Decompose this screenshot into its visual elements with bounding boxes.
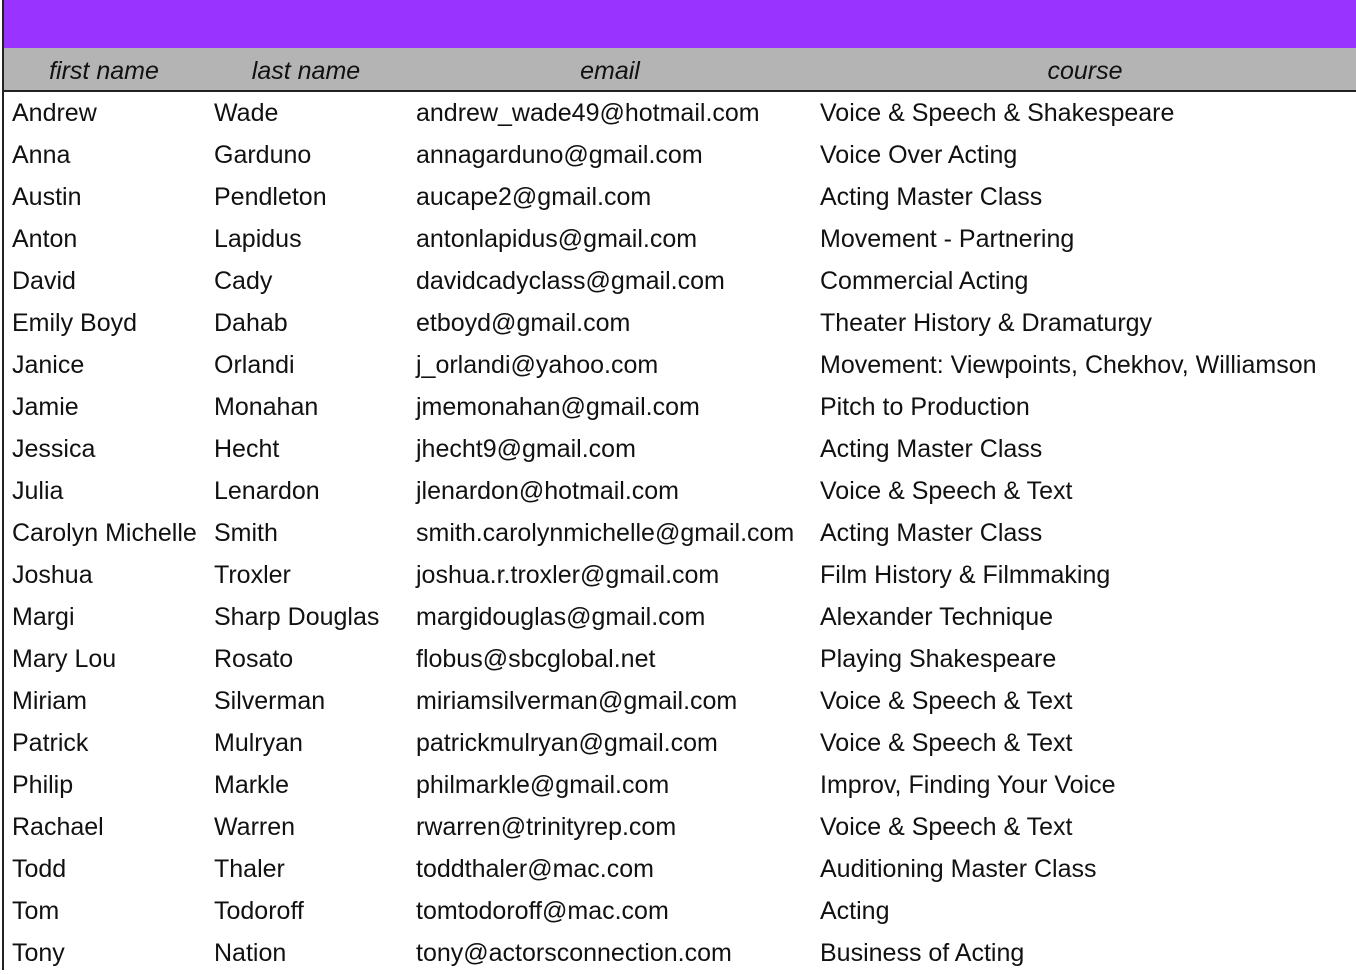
column-header-email[interactable]: email	[580, 57, 640, 85]
table-row[interactable]	[4, 260, 1356, 302]
cell-course[interactable]: Movement - Partnering	[820, 225, 1075, 253]
cell-email[interactable]: margidouglas@gmail.com	[416, 603, 706, 631]
table-row[interactable]	[4, 428, 1356, 470]
cell-course[interactable]: Voice & Speech & Text	[820, 813, 1073, 841]
table-row[interactable]	[4, 638, 1356, 680]
cell-last-name[interactable]: Todoroff	[214, 897, 304, 925]
cell-email[interactable]: tomtodoroff@mac.com	[416, 897, 669, 925]
table-row[interactable]	[4, 470, 1356, 512]
cell-email[interactable]: antonlapidus@gmail.com	[416, 225, 698, 253]
cell-last-name[interactable]: Dahab	[214, 309, 288, 337]
cell-first-name[interactable]: Tom	[12, 897, 60, 925]
cell-course[interactable]: Voice & Speech & Shakespeare	[820, 99, 1175, 127]
cell-last-name[interactable]: Hecht	[214, 435, 280, 463]
cell-email[interactable]: aucape2@gmail.com	[416, 183, 652, 211]
cell-last-name[interactable]: Wade	[214, 99, 279, 127]
cell-last-name[interactable]: Sharp Douglas	[214, 603, 380, 631]
cell-first-name[interactable]: Miriam	[12, 687, 87, 715]
cell-last-name[interactable]: Cady	[214, 267, 273, 295]
table-row[interactable]	[4, 932, 1356, 974]
cell-last-name[interactable]: Garduno	[214, 141, 312, 169]
cell-first-name[interactable]: Julia	[12, 477, 64, 505]
cell-email[interactable]: etboyd@gmail.com	[416, 309, 631, 337]
cell-course[interactable]: Voice & Speech & Text	[820, 687, 1073, 715]
cell-course[interactable]: Voice & Speech & Text	[820, 477, 1073, 505]
cell-course[interactable]: Movement: Viewpoints, Chekhov, Williamson	[820, 351, 1317, 379]
cell-last-name[interactable]: Nation	[214, 939, 287, 967]
table-row[interactable]	[4, 218, 1356, 260]
cell-course[interactable]: Business of Acting	[820, 939, 1025, 967]
cell-first-name[interactable]: Margi	[12, 603, 75, 631]
column-header-first-name[interactable]: first name	[49, 57, 159, 85]
cell-first-name[interactable]: Tony	[12, 939, 65, 967]
title-banner	[4, 0, 1356, 48]
column-header-last-name[interactable]: last name	[251, 57, 361, 85]
cell-first-name[interactable]: Anna	[12, 141, 71, 169]
cell-last-name[interactable]: Markle	[214, 771, 290, 799]
cell-email[interactable]: miriamsilverman@gmail.com	[416, 687, 738, 715]
cell-course[interactable]: Alexander Technique	[820, 603, 1054, 631]
cell-first-name[interactable]: Andrew	[12, 99, 97, 127]
table-body	[4, 92, 1356, 974]
cell-email[interactable]: flobus@sbcglobal.net	[416, 645, 656, 673]
table-row[interactable]	[4, 344, 1356, 386]
cell-first-name[interactable]: Jamie	[12, 393, 79, 421]
column-header-course[interactable]: course	[1047, 57, 1123, 85]
cell-first-name[interactable]: Patrick	[12, 729, 89, 757]
cell-email[interactable]: andrew_wade49@hotmail.com	[416, 99, 760, 127]
cell-first-name[interactable]: Austin	[12, 183, 82, 211]
cell-email[interactable]: rwarren@trinityrep.com	[416, 813, 677, 841]
cell-last-name[interactable]: Orlandi	[214, 351, 295, 379]
cell-email[interactable]: joshua.r.troxler@gmail.com	[416, 561, 720, 589]
table-row[interactable]	[4, 890, 1356, 932]
table-row[interactable]	[4, 176, 1356, 218]
table-row[interactable]	[4, 512, 1356, 554]
cell-course[interactable]: Acting Master Class	[820, 183, 1043, 211]
spreadsheet-frame	[2, 0, 1356, 970]
cell-email[interactable]: j_orlandi@yahoo.com	[416, 351, 659, 379]
cell-course[interactable]: Voice & Speech & Text	[820, 729, 1073, 757]
cell-last-name[interactable]: Monahan	[214, 393, 319, 421]
table-row[interactable]	[4, 386, 1356, 428]
table-row[interactable]	[4, 134, 1356, 176]
table-row[interactable]	[4, 680, 1356, 722]
cell-first-name[interactable]: Philip	[12, 771, 74, 799]
cell-email[interactable]: davidcadyclass@gmail.com	[416, 267, 725, 295]
cell-first-name[interactable]: Mary Lou	[12, 645, 117, 673]
cell-first-name[interactable]: Janice	[12, 351, 85, 379]
cell-course[interactable]: Commercial Acting	[820, 267, 1029, 295]
cell-last-name[interactable]: Rosato	[214, 645, 294, 673]
cell-first-name[interactable]: Jessica	[12, 435, 96, 463]
cell-email[interactable]: smith.carolynmichelle@gmail.com	[416, 519, 795, 547]
cell-course[interactable]: Theater History & Dramaturgy	[820, 309, 1153, 337]
table-row[interactable]	[4, 722, 1356, 764]
cell-first-name[interactable]: Emily Boyd	[12, 309, 138, 337]
cell-last-name[interactable]: Troxler	[214, 561, 291, 589]
cell-course[interactable]: Acting	[820, 897, 890, 925]
cell-last-name[interactable]: Lenardon	[214, 477, 320, 505]
cell-last-name[interactable]: Thaler	[214, 855, 285, 883]
cell-email[interactable]: jmemonahan@gmail.com	[416, 393, 700, 421]
cell-email[interactable]: jlenardon@hotmail.com	[416, 477, 680, 505]
cell-first-name[interactable]: Anton	[12, 225, 78, 253]
cell-last-name[interactable]: Smith	[214, 519, 278, 547]
cell-last-name[interactable]: Lapidus	[214, 225, 302, 253]
table-header	[4, 48, 1356, 92]
cell-course[interactable]: Pitch to Production	[820, 393, 1030, 421]
cell-course[interactable]: Acting Master Class	[820, 435, 1043, 463]
table-row[interactable]	[4, 92, 1356, 134]
cell-email[interactable]: tony@actorsconnection.com	[416, 939, 732, 967]
table-row[interactable]	[4, 764, 1356, 806]
cell-last-name[interactable]: Warren	[214, 813, 296, 841]
cell-course[interactable]: Playing Shakespeare	[820, 645, 1057, 673]
cell-course[interactable]: Auditioning Master Class	[820, 855, 1097, 883]
table-row[interactable]	[4, 848, 1356, 890]
table-row[interactable]	[4, 554, 1356, 596]
cell-last-name[interactable]: Pendleton	[214, 183, 327, 211]
cell-email[interactable]: toddthaler@mac.com	[416, 855, 654, 883]
cell-last-name[interactable]: Mulryan	[214, 729, 303, 757]
table-row[interactable]	[4, 596, 1356, 638]
cell-course[interactable]: Voice Over Acting	[820, 141, 1018, 169]
cell-email[interactable]: patrickmulryan@gmail.com	[416, 729, 718, 757]
cell-first-name[interactable]: Joshua	[12, 561, 93, 589]
cell-email[interactable]: philmarkle@gmail.com	[416, 771, 670, 799]
cell-email[interactable]: jhecht9@gmail.com	[416, 435, 636, 463]
cell-email[interactable]: annagarduno@gmail.com	[416, 141, 703, 169]
cell-course[interactable]: Acting Master Class	[820, 519, 1043, 547]
cell-first-name[interactable]: Carolyn Michelle	[12, 519, 197, 547]
cell-first-name[interactable]: Rachael	[12, 813, 104, 841]
table-row[interactable]	[4, 806, 1356, 848]
cell-last-name[interactable]: Silverman	[214, 687, 326, 715]
cell-first-name[interactable]: David	[12, 267, 76, 295]
cell-course[interactable]: Improv, Finding Your Voice	[820, 771, 1116, 799]
cell-first-name[interactable]: Todd	[12, 855, 67, 883]
cell-course[interactable]: Film History & Filmmaking	[820, 561, 1111, 589]
table-row[interactable]	[4, 302, 1356, 344]
